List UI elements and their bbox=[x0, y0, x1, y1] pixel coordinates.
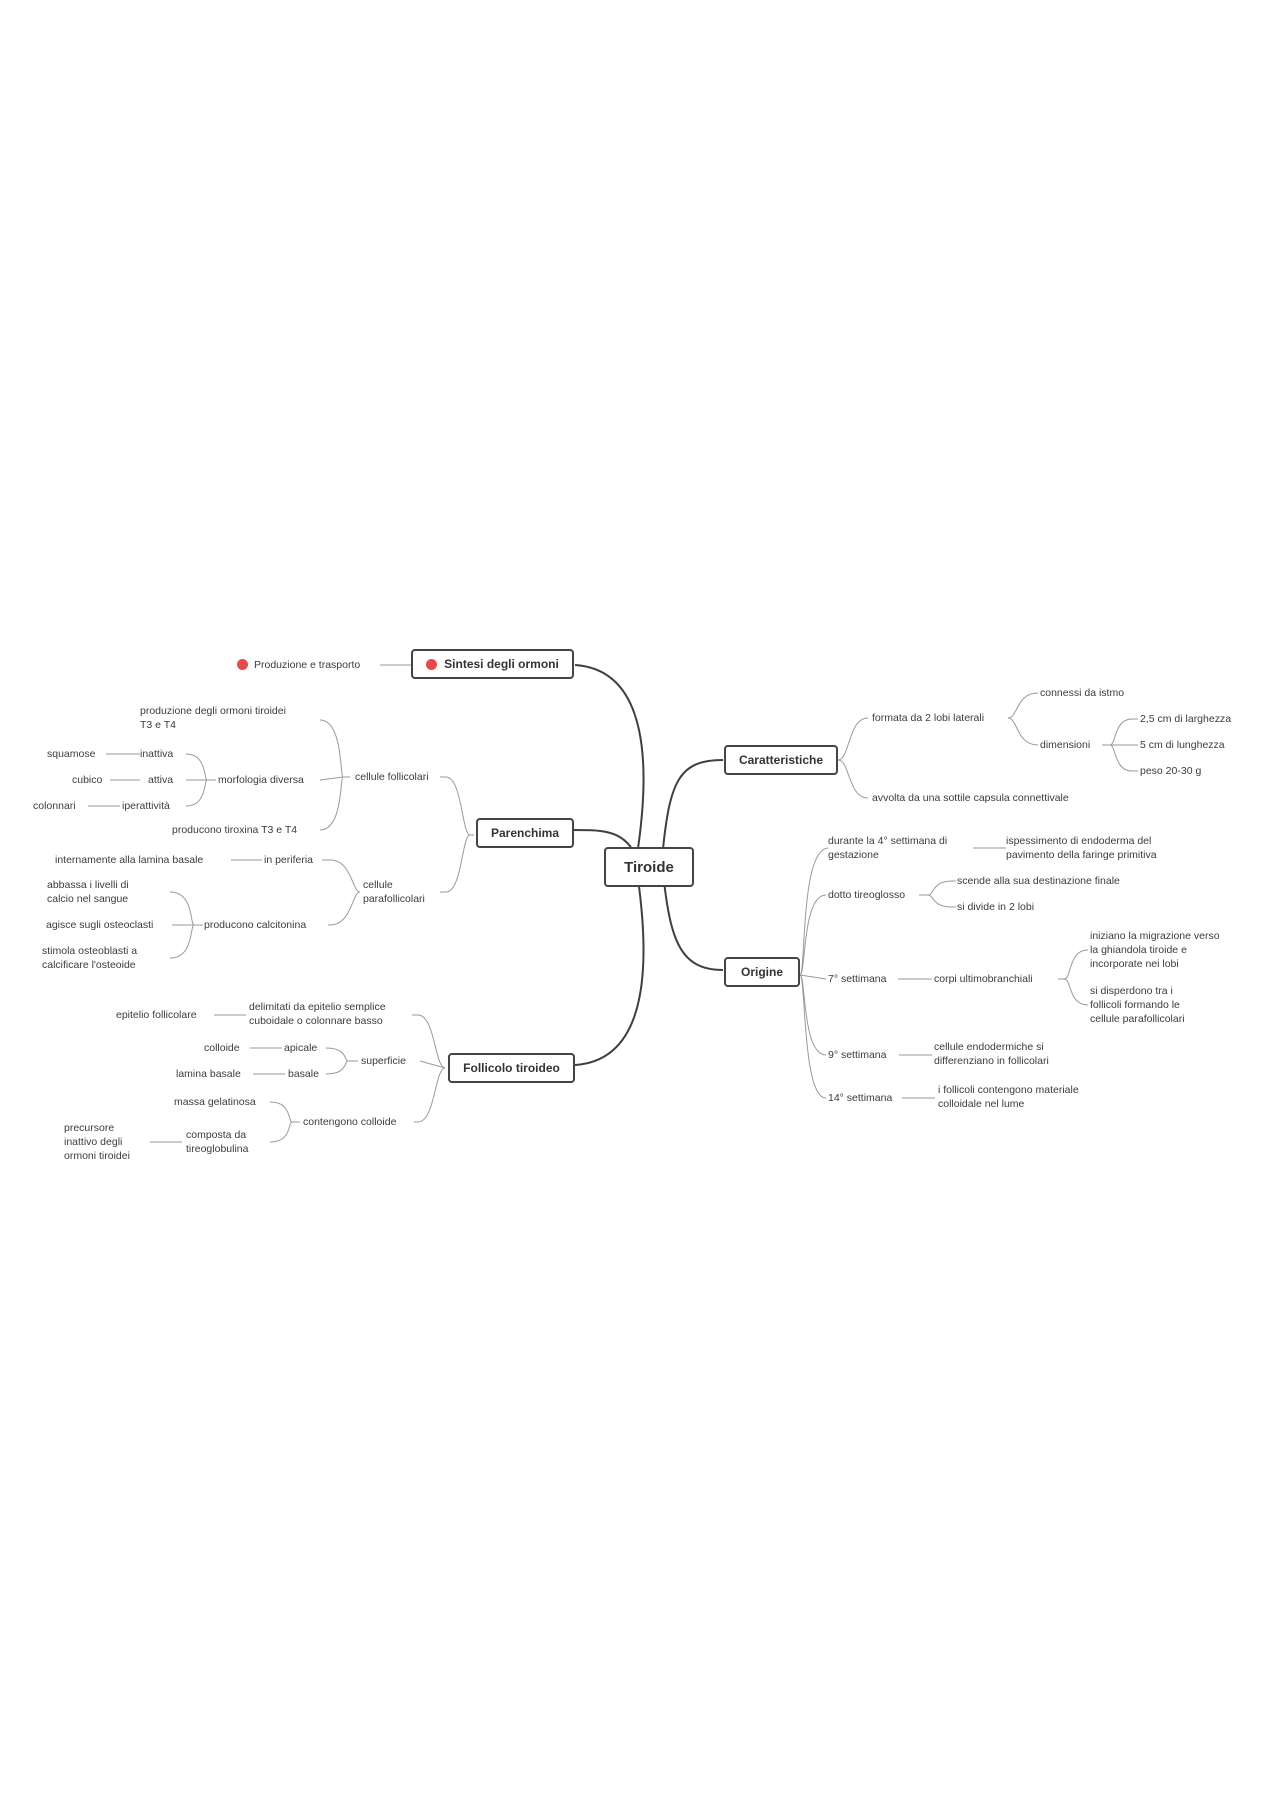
attiva[interactable]: attiva bbox=[148, 774, 174, 786]
iperattivita[interactable]: iperattività bbox=[122, 800, 170, 812]
agisce-osteoclasti[interactable]: agisce sugli osteoclasti bbox=[46, 919, 154, 931]
cellule-parafollicolari[interactable]: cellule parafollicolari bbox=[363, 879, 425, 905]
morfologia-diversa[interactable]: morfologia diversa bbox=[218, 774, 304, 786]
connessi-istmo[interactable]: connessi da istmo bbox=[1040, 687, 1125, 699]
formata-lobi[interactable]: formata da 2 lobi laterali bbox=[872, 712, 985, 724]
nona-settimana[interactable]: 9° settimana bbox=[828, 1049, 887, 1061]
branch-origine[interactable]: Origine bbox=[724, 957, 800, 987]
scende-destinazione[interactable]: scende alla sua destinazione finale bbox=[957, 875, 1120, 887]
producono-tiroxina[interactable]: producono tiroxina T3 e T4 bbox=[172, 824, 298, 836]
quarta-settimana[interactable]: durante la 4° settimana di gestazione bbox=[828, 835, 948, 861]
dimensioni[interactable]: dimensioni bbox=[1040, 739, 1091, 751]
inattiva[interactable]: inattiva bbox=[140, 748, 174, 760]
follicoli-colloidale[interactable]: i follicoli contengono materiale colloidale nel lume bbox=[938, 1084, 1079, 1110]
cellule-follicolari[interactable]: cellule follicolari bbox=[355, 771, 429, 783]
root-node[interactable]: Tiroide bbox=[604, 847, 694, 887]
delimitati-epitelio[interactable]: delimitati da epitelio semplice cuboidale o colonnare basso bbox=[249, 1001, 386, 1027]
squamose[interactable]: squamose bbox=[47, 748, 96, 760]
dotto-tireoglosso[interactable]: dotto tireoglosso bbox=[828, 889, 906, 901]
sintesi-produzione[interactable]: Produzione e trasporto bbox=[254, 659, 361, 671]
abbassa-calcio[interactable]: abbassa i livelli di calcio nel sangue bbox=[47, 879, 129, 905]
massa-gelatinosa[interactable]: massa gelatinosa bbox=[174, 1096, 256, 1108]
branch-caratteristiche[interactable]: Caratteristiche bbox=[724, 745, 838, 775]
cubico[interactable]: cubico bbox=[72, 774, 103, 786]
red-marker-icon bbox=[426, 659, 437, 670]
branch-parenchima[interactable]: Parenchima bbox=[476, 818, 574, 848]
in-periferia[interactable]: in periferia bbox=[264, 854, 314, 866]
producono-calcitonina[interactable]: producono calcitonina bbox=[204, 919, 307, 931]
branch-sintesi[interactable]: Sintesi degli ormoni bbox=[411, 649, 574, 679]
superficie[interactable]: superficie bbox=[361, 1055, 406, 1067]
larghezza[interactable]: 2,5 cm di larghezza bbox=[1140, 713, 1232, 725]
lunghezza[interactable]: 5 cm di lunghezza bbox=[1140, 739, 1225, 751]
contengono-colloide[interactable]: contengono colloide bbox=[303, 1116, 397, 1128]
branch-follicolo[interactable]: Follicolo tiroideo bbox=[448, 1053, 575, 1083]
disperdono-follicoli[interactable]: si disperdono tra i follicoli formando le cellule parafollicolari bbox=[1090, 985, 1185, 1025]
cellule-endodermiche[interactable]: cellule endodermiche si differenziano in follicolari bbox=[934, 1041, 1049, 1067]
stimola-osteoblasti[interactable]: stimola osteoblasti a calcificare l'osteoide bbox=[42, 945, 138, 971]
composta-tireoglobulina[interactable]: composta da tireoglobulina bbox=[186, 1129, 249, 1155]
produzione-ormoni[interactable]: produzione degli ormoni tiroidei T3 e T4 bbox=[140, 705, 286, 731]
lamina-basale[interactable]: lamina basale bbox=[176, 1068, 241, 1080]
avvolta-capsula[interactable]: avvolta da una sottile capsula connettivale bbox=[872, 792, 1069, 804]
apicale[interactable]: apicale bbox=[284, 1042, 318, 1054]
quattordicesima-settimana[interactable]: 14° settimana bbox=[828, 1092, 893, 1104]
corpi-ultimobranchiali[interactable]: corpi ultimobranchiali bbox=[934, 973, 1033, 985]
iniziano-migrazione[interactable]: iniziano la migrazione verso la ghiandola tiroide e incorporate nei lobi bbox=[1090, 930, 1220, 970]
divide-lobi[interactable]: si divide in 2 lobi bbox=[957, 901, 1035, 913]
precursore-inattivo[interactable]: precursore inattivo degli ormoni tiroidei bbox=[64, 1122, 130, 1162]
internamente-lamina[interactable]: internamente alla lamina basale bbox=[55, 854, 204, 866]
peso[interactable]: peso 20-30 g bbox=[1140, 765, 1202, 777]
red-marker-icon bbox=[237, 659, 248, 670]
settima-settimana[interactable]: 7° settimana bbox=[828, 973, 887, 985]
colonnari[interactable]: colonnari bbox=[33, 800, 76, 812]
basale[interactable]: basale bbox=[288, 1068, 319, 1080]
epitelio-follicolare[interactable]: epitelio follicolare bbox=[116, 1009, 197, 1021]
ispessimento-endoderma[interactable]: ispessimento di endoderma del pavimento della faringe primitiva bbox=[1006, 835, 1157, 861]
colloide[interactable]: colloide bbox=[204, 1042, 240, 1054]
